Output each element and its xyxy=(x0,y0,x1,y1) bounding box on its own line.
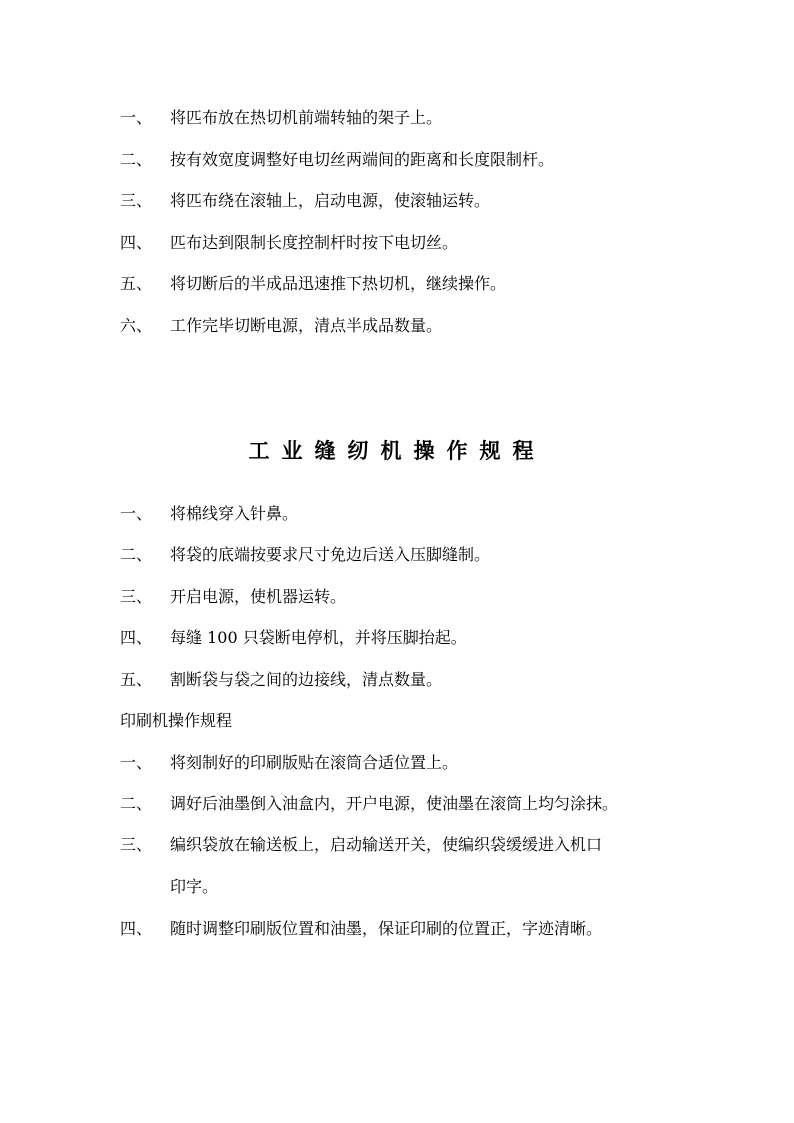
list-item xyxy=(120,149,700,171)
list-item xyxy=(120,627,700,649)
list-item xyxy=(120,503,700,525)
item-number: 二、 xyxy=(120,794,153,813)
list-item xyxy=(120,190,700,212)
item-number: 四、 xyxy=(120,628,153,647)
item-text: 每缝 100 只袋断电停机，并将压脚抬起。 xyxy=(170,628,467,647)
item-number: 三、 xyxy=(120,587,153,606)
item-text: 随时调整印刷版位置和油墨，保证印刷的位置正，字迹清晰。 xyxy=(170,919,603,938)
item-text: 调好后油墨倒入油盒内，开户电源，使油墨在滚筒上均匀涂抹。 xyxy=(170,794,619,813)
item-number: 二、 xyxy=(120,545,153,564)
item-number: 四、 xyxy=(120,919,153,938)
item-text: 割断袋与袋之间的边接线，清点数量。 xyxy=(170,670,443,689)
item-text: 将切断后的半成品迅速推下热切机，继续操作。 xyxy=(170,274,507,293)
list-item xyxy=(120,752,700,774)
list-item xyxy=(120,315,700,337)
item-text: 将刻制好的印刷版贴在滚筒合适位置上。 xyxy=(170,753,459,772)
list-item xyxy=(120,273,700,295)
item-number: 一、 xyxy=(120,753,153,772)
item-number: 二、 xyxy=(120,150,153,169)
item-text: 将匹布绕在滚轴上，启动电源，使滚轴运转。 xyxy=(170,191,491,210)
item-text: 编织袋放在输送板上，启动输送开关，使编织袋缓缓进入机口 xyxy=(170,835,603,854)
list-item xyxy=(120,107,700,129)
item-number: 三、 xyxy=(120,191,153,210)
item-number: 五、 xyxy=(120,670,153,689)
item-number: 六、 xyxy=(120,316,153,335)
item-text: 工作完毕切断电源，清点半成品数量。 xyxy=(170,316,443,335)
item-text: 印字。 xyxy=(170,877,219,896)
list-item xyxy=(120,918,700,940)
item-number: 一、 xyxy=(120,108,153,127)
list-item xyxy=(120,586,700,608)
item-text: 将匹布放在热切机前端转轴的架子上。 xyxy=(170,108,443,127)
list-item xyxy=(120,544,700,566)
item-number: 四、 xyxy=(120,233,153,252)
list-item xyxy=(120,232,700,254)
item-text: 将棉线穿入针鼻。 xyxy=(170,504,299,523)
list-item xyxy=(120,669,700,691)
item-text: 匹布达到限制长度控制杆时按下电切丝。 xyxy=(170,233,459,252)
list-item xyxy=(120,834,700,856)
section-heading: 工业缝纫机操作规程 xyxy=(248,438,546,463)
section-subtitle: 印刷机操作规程 xyxy=(120,711,233,730)
item-number: 五、 xyxy=(120,274,153,293)
item-number: 一、 xyxy=(120,504,153,523)
item-number: 三、 xyxy=(120,835,153,854)
item-text: 按有效宽度调整好电切丝两端间的距离和长度限制杆。 xyxy=(170,150,555,169)
item-text: 开启电源，使机器运转。 xyxy=(170,587,347,606)
item-text: 将袋的底端按要求尺寸免边后送入压脚缝制。 xyxy=(170,545,491,564)
list-item xyxy=(120,793,700,815)
list-item-continuation xyxy=(120,876,700,898)
